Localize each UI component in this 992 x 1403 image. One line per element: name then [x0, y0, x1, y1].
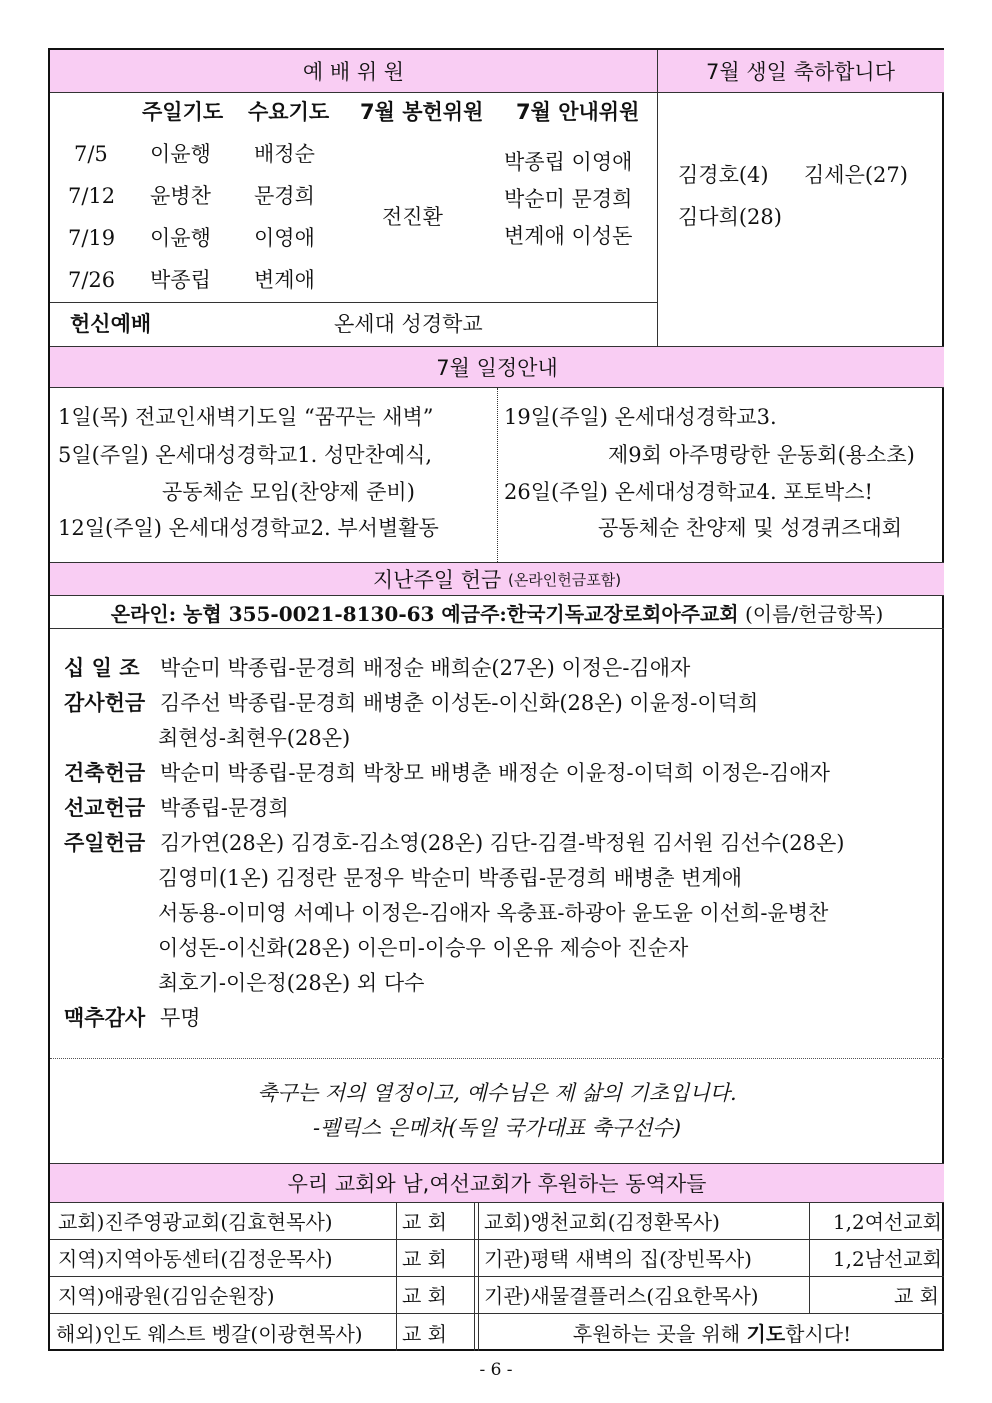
- col-header-offering: 7월 봉헌위원: [360, 100, 484, 124]
- birthday-name: 김세은(27): [804, 163, 908, 187]
- schedule-right-line: 19일(주일) 온세대성경학교3.: [504, 405, 777, 429]
- wednesday-prayer: 이영애: [254, 226, 315, 250]
- sunday-prayer: 이윤행: [150, 142, 211, 166]
- page-number: - 6 -: [479, 1360, 513, 1380]
- offering-names: 최현성-최현우(28온): [158, 726, 351, 750]
- row-date: 7/5: [74, 142, 108, 166]
- offering-names: 이성돈-이신화(28온) 이은미-이승우 이온유 제승아 진순자: [158, 936, 689, 960]
- supporter: 교 회: [402, 1284, 447, 1308]
- offering-label: 건축헌금: [64, 761, 146, 785]
- divider: [809, 1202, 810, 1314]
- supporter: 교 회: [894, 1284, 939, 1308]
- support-closing-emphasis: 기도: [746, 1321, 786, 1346]
- supported-partner: 교회)진주영광교회(김효현목사): [58, 1210, 333, 1234]
- usher-line: 박순미 문경희: [504, 187, 633, 211]
- sunday-prayer: 윤병찬: [150, 184, 211, 208]
- birthday-name: 김다희(28): [678, 205, 782, 229]
- birthday-name: 김경호(4): [678, 163, 769, 187]
- offering-names: 박종립-문경희: [160, 796, 289, 820]
- divider: [497, 388, 498, 562]
- divider: [50, 302, 657, 303]
- divider: [657, 50, 658, 346]
- dedication-value: 온세대 성경학교: [334, 312, 483, 336]
- usher-line: 박종립 이영애: [504, 150, 633, 174]
- col-header-wednesday-prayer: 수요기도: [248, 100, 330, 124]
- col-header-sunday-prayer: 주일기도: [142, 100, 224, 124]
- schedule-right-line: 26일(주일) 온세대성경학교4. 포토박스!: [504, 480, 873, 504]
- offering-header: [50, 563, 944, 596]
- supporter: 교 회: [402, 1210, 447, 1234]
- offering-note: (온라인헌금포함): [507, 570, 622, 589]
- online-account-number: 온라인: 농협 355-0021-8130-63 예금주:한국기독교장로회아주교회: [110, 601, 739, 626]
- offering-names: 김가연(28온) 김경호-김소영(28온) 김단-김결-박정원 김서원 김선수(28온): [160, 831, 845, 855]
- offering-title: 지난주일 헌금: [372, 568, 502, 592]
- online-account-note: (이름/헌금항목): [744, 601, 884, 626]
- supported-partner: 지역)지역아동센터(김정운목사): [58, 1247, 333, 1271]
- supporter: 1,2여선교회: [832, 1210, 942, 1234]
- offering-names: 박순미 박종립-문경희 배정순 배희순(27온) 이정은-김애자: [160, 656, 691, 680]
- offering-label: 십 일 조: [64, 656, 140, 680]
- dedication-label: 헌신예배: [70, 312, 152, 336]
- offering-names: 김영미(1온) 김정란 문정우 박순미 박종립-문경희 배병춘 변계애: [158, 866, 743, 890]
- usher-line: 변계애 이성돈: [504, 224, 633, 248]
- worship-header: 예 배 위 원: [50, 50, 657, 93]
- offering-names: 박순미 박종립-문경희 박창모 배병춘 배정순 이윤정-이덕희 이정은-김애자: [160, 761, 830, 785]
- supporter: 교 회: [402, 1247, 447, 1271]
- offering-label: 선교헌금: [64, 796, 146, 820]
- row-date: 7/12: [68, 184, 116, 208]
- wednesday-prayer: 문경희: [254, 184, 315, 208]
- supported-partner: 기관)평택 새벽의 집(장빈목사): [484, 1247, 752, 1271]
- schedule-left-line: 5일(주일) 온세대성경학교1. 성만찬예식,: [58, 443, 433, 467]
- supporter: 교 회: [402, 1321, 447, 1346]
- offering-member: 전진환: [382, 205, 443, 229]
- schedule-left-line: 12일(주일) 온세대성경학교2. 부서별활동: [58, 516, 439, 540]
- support-closing: [480, 1313, 944, 1351]
- offering-names: 무명: [160, 1006, 201, 1030]
- row-date: 7/26: [68, 268, 116, 292]
- support-header: 우리 교회와 남,여선교회가 후원하는 동역자들: [50, 1164, 944, 1203]
- offering-label: 주일헌금: [64, 831, 146, 855]
- offering-names: 서동용-이미영 서예나 이정은-김애자 옥충표-하광아 윤도윤 이선희-윤병찬: [158, 901, 829, 925]
- schedule-left-line: 공동체순 모임(찬양제 준비): [162, 480, 415, 504]
- col-header-usher: 7월 안내위원: [516, 100, 640, 124]
- online-account: [50, 596, 944, 629]
- offering-label: 감사헌금: [64, 691, 146, 715]
- schedule-right-line: 제9회 아주명랑한 운동회(용소초): [608, 443, 915, 467]
- supported-partner: 교회)앵천교회(김정환목사): [484, 1210, 720, 1234]
- offering-names: 최호기-이은정(28온) 외 다수: [158, 971, 425, 995]
- schedule-right-line: 공동체순 찬양제 및 성경퀴즈대회: [598, 516, 903, 540]
- row-date: 7/19: [68, 226, 116, 250]
- wednesday-prayer: 배정순: [254, 142, 315, 166]
- quote-author: -펠릭스 은메차(독일 국가대표 축구선수): [312, 1116, 682, 1140]
- bulletin-page: [48, 48, 944, 1351]
- support-closing-text: 합시다!: [785, 1321, 852, 1346]
- wednesday-prayer: 변계애: [254, 268, 315, 292]
- supported-partner: 지역)애광원(김임순원장): [58, 1284, 275, 1308]
- quote-text: 축구는 저의 열정이고, 예수님은 제 삶의 기초입니다.: [257, 1081, 737, 1105]
- sunday-prayer: 이윤행: [150, 226, 211, 250]
- offering-names: 김주선 박종립-문경희 배병춘 이성돈-이신화(28온) 이윤정-이덕희: [160, 691, 759, 715]
- supported-partner: 기관)새물결플러스(김요한목사): [484, 1284, 759, 1308]
- offering-label: 맥추감사: [64, 1006, 146, 1030]
- schedule-header: 7월 일정안내: [50, 347, 944, 388]
- birthday-header: 7월 생일 축하합니다: [657, 50, 944, 93]
- supported-partner: 해외)인도 웨스트 벵갈(이광현목사): [56, 1321, 363, 1346]
- sunday-prayer: 박종립: [150, 268, 211, 292]
- support-closing-text: 후원하는 곳을 위해: [572, 1321, 747, 1346]
- schedule-left-line: 1일(목) 전교인새벽기도일 “꿈꾸는 새벽”: [58, 405, 434, 429]
- divider: [50, 1058, 944, 1059]
- supporter: 1,2남선교회: [832, 1247, 942, 1271]
